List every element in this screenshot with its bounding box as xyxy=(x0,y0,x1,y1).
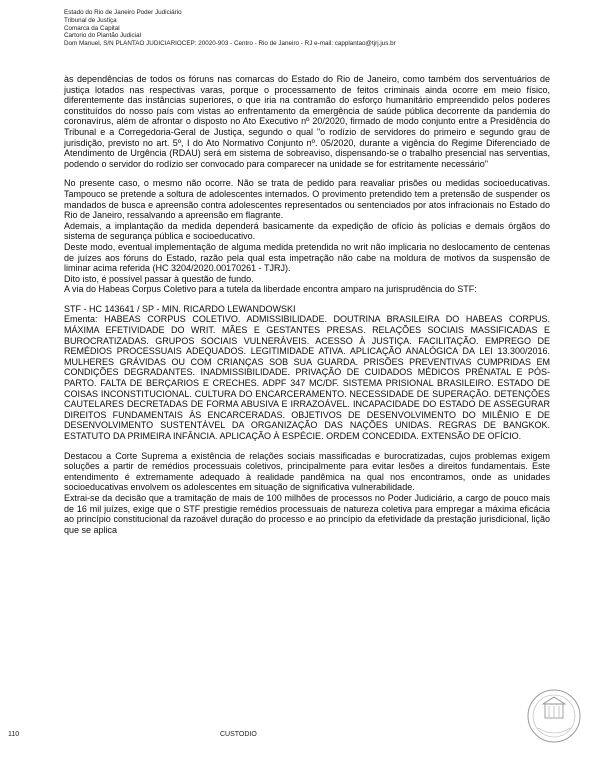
header-line-address: Dom Manuel, S/N PLANTAO JUDICIARIOCEP: 20020-903 - Centro - Rio de Janeiro - RJ e-mail: capplantao@tjrj.jus.br xyxy=(64,40,396,48)
header-line-tribunal: Tribunal de Justiça xyxy=(64,16,117,24)
paragraph: A via do Habeas Corpus Coletivo para a tutela da liberdade encontra amparo na jurisprudência do STF: xyxy=(64,284,477,295)
paragraph: Deste modo, eventual implementação de alguma medida pretendida no writ não implicaria no deslocamento de centenas de juízes aos fóruns do Estado, razão pela qual esta impetração não cabe na moldura de motivos da suspensão de liminar acima referida (HC 3204/2020.00170261 - TJRJ). xyxy=(64,241,550,274)
header-line-comarca: Comarca da Capital xyxy=(64,24,120,32)
paragraph: No presente caso, o mesmo não ocorre. Não se trata de pedido para reavaliar prisões ou medidas socioeducativas. Tampouco se pretende a soltura de adolescentes internados. O provimento pretendido tem a pretensão de suspender os mandados de busca e apreensão contra adolescentes representados ou sentenciados por atos infracionais no Estado do Rio de Janeiro, ressalvando a apreensão em flagrante. xyxy=(64,178,550,221)
paragraph: às dependências de todos os fóruns nas comarcas do Estado do Rio de Janeiro, como também dos serventuários de justiça lotados nas respectivas varas, porque o processamento de feitos criminais ainda ocorre em meio físico, diferentemente das instâncias superiores, o que iria na contramão do esforço humanitário empreendido pelos poderes constituídos do nosso país com vistas ao enfrentamento da emergência de saúde pública decorrente da pandemia do coronavírus, além de afrontar o disposto no Ato Executivo nº 20/2020, firmado de modo conjunto entre a Presidência do Tribunal e a Corregedoria-Geral de Justiça, segundo o qual "o rodízio de servidores do primeiro e segundo grau de jurisdição, previsto no art. 5º, I do Ato Normativo Conjunto nº. 05/2020, durante a vigência do Regime Diferenciado de Atendimento de Urgência (RDAU) será em sistema de sobreaviso, dispensando-se o trabalho presencial nas serventias, podendo o servidor do rodízio ser convocado para comparecer na unidade se for estritamente necessário" xyxy=(64,74,550,169)
paragraph: Extrai-se da decisão que a tramitação de mais de 100 milhões de processos no Poder Judiciário, a cargo de pouco mais de 16 mil juízes, exige que o STF prestigie remédios processuais de natureza coletiva para empregar a máxima eficácia ao princípio constitucional da razoável duração do processo e ao princípio da efetividade da prestação jurisdicional, lição que se aplica xyxy=(64,492,550,535)
document-body xyxy=(64,74,550,535)
court-seal-icon xyxy=(526,688,582,744)
case-title: STF - HC 143641 / SP - MIN. RICARDO LEWANDOWSKI xyxy=(64,303,296,314)
paragraph: Ademais, a implantação da medida dependerá basicamente da expedição de ofício às polícias e demais órgãos do sistema de segurança pública e socioeducativo. xyxy=(64,220,550,242)
footer-name: CUSTODIO xyxy=(220,731,257,738)
document-header xyxy=(64,9,564,48)
paragraph: Dito isto, é possível passar à questão de fundo. xyxy=(64,273,254,284)
header-line-cartorio: Cartorio do Plantão Judicial xyxy=(64,32,142,40)
ementa-paragraph: Ementa: HABEAS CORPUS COLETIVO. ADMISSIBILIDADE. DOUTRINA BRASILEIRA DO HABEAS CORPUS. MÁXIMA EFETIVIDADE DO WRIT. MÃES E GESTANTES PRESAS. RELAÇÕES SOCIAIS MASSIFICADAS E BUROCRATIZADAS. GRUPOS SOCIAIS VULNERÁVEIS. ACESSO À JUSTIÇA. FACILITAÇÃO. EMPREGO DE REMÉDIOS PROCESSUAIS ADEQUADOS. LEGITIMIDADE ATIVA. APLICAÇÃO ANALÓGICA DA LEI 13.300/2016. MULHERES GRÁVIDAS OU COM CRIANÇAS SOB SUA GUARDA. PRISÕES PREVENTIVAS CUMPRIDAS EM CONDIÇÕES DEGRADANTES. INADMISSIBILIDADE. PRIVAÇÃO DE CUIDADOS MÉDICOS PRÉNATAL E PÓS-PARTO. FALTA DE BERÇARIOS E CRECHES. ADPF 347 MC/DF. SISTEMA PRISIONAL BRASILEIRO. ESTADO DE COISAS INCONSTITUCIONAL. CULTURA DO ENCARCERAMENTO. NECESSIDADE DE SUPERAÇÃO. DETENÇÕES CAUTELARES DECRETADAS DE FORMA ABUSIVA E IRRAZOÁVEL. INCAPACIDADE DO ESTADO DE ASSEGURAR DIREITOS FUNDAMENTAIS ÀS ENCARCERADAS. OBJETIVOS DE DESENVOLVIMENTO DO MILÊNIO E DE DESENVOLVIMENTO SUSTENTÁVEL DA ORGANIZAÇÃO DAS NAÇÕES UNIDAS. REGRAS DE BANGKOK. ESTATUTO DA PRIMEIRA INFÂNCIA. APLICAÇÃO À ESPÉCIE. ORDEM CONCEDIDA. EXTENSÃO DE OFÍCIO. xyxy=(64,314,550,441)
paragraph: Destacou a Corte Suprema a existência de relações sociais massificadas e burocratizadas, cujos problemas exigem soluções a partir de remédios processuais coletivos, principalmente para evitar lesões a direitos fundamentais. Este entendimento é extremamente adequado à realidade pandêmica na qual nos encontramos, onde as unidades socioeducativas envolvem os adolescentes em situação de significativa vulnerabilidade. xyxy=(64,450,550,493)
header-line-state: Estado do Rio de Janeiro Poder Judiciário xyxy=(64,9,182,16)
page-number: 110 xyxy=(8,731,20,738)
